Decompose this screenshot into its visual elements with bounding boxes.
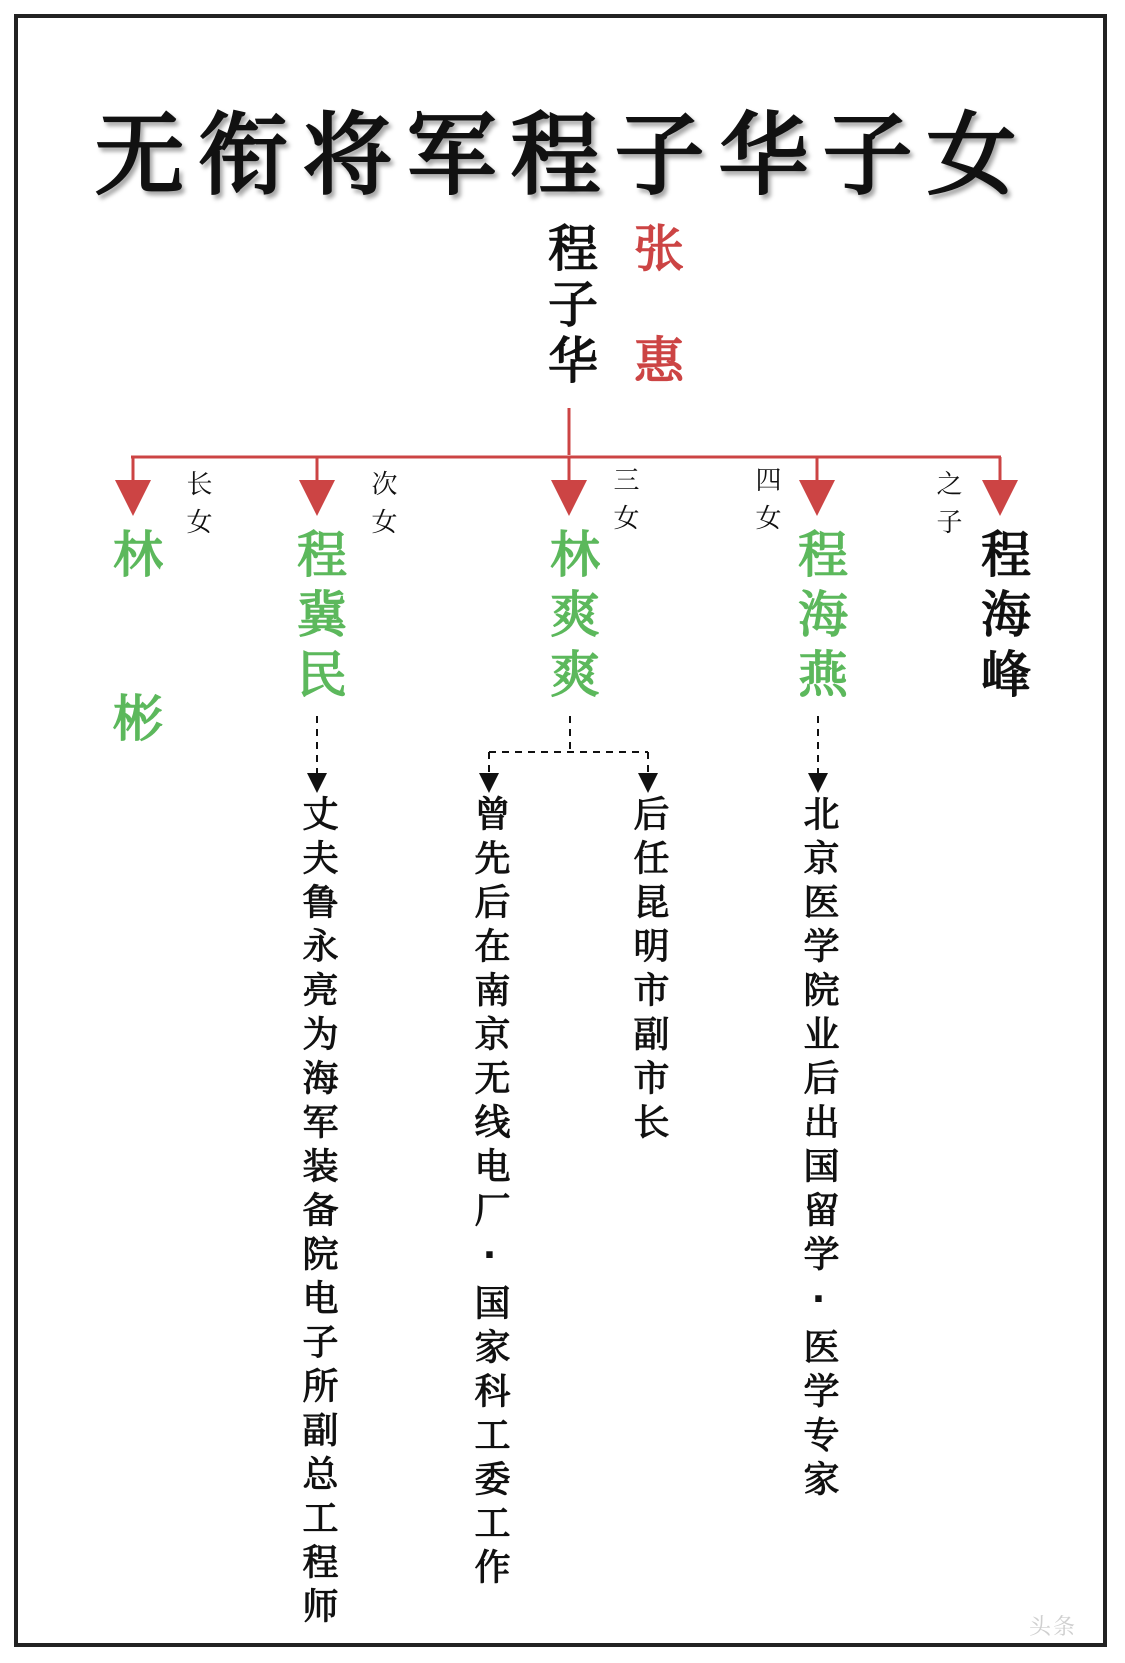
rank-label-4: 四女	[751, 466, 781, 542]
page-title: 无衔将军程子华子女	[94, 102, 1031, 208]
child-name-5: 程海峰	[973, 528, 1031, 708]
child-name-2: 程冀民	[289, 528, 347, 708]
lin-shuangshuang-note-2: 后任昆明市副市长	[628, 795, 669, 1147]
rank-label-3: 三女	[609, 466, 639, 542]
rank-label-5: 之子	[932, 470, 962, 546]
rank-label-1: 长女	[182, 470, 212, 546]
watermark: 头条	[1028, 1614, 1077, 1639]
cheng-jimin-note: 丈夫鲁永亮为海军装备院电子所副总工程师	[297, 795, 338, 1631]
cheng-haiyan-note: 北京医学院业后出国留学·医学专家	[798, 795, 839, 1504]
lin-shuangshuang-note-1: 曾先后在南京无线电厂·国家科工委工作	[469, 795, 510, 1592]
child-name-1: 林 彬	[105, 528, 163, 770]
child-name-3: 林爽爽	[542, 528, 600, 708]
father-name: 程子华	[540, 222, 598, 390]
mother-name: 张惠	[626, 222, 684, 446]
child-name-4: 程海燕	[790, 528, 848, 708]
rank-label-2: 次女	[367, 470, 397, 546]
